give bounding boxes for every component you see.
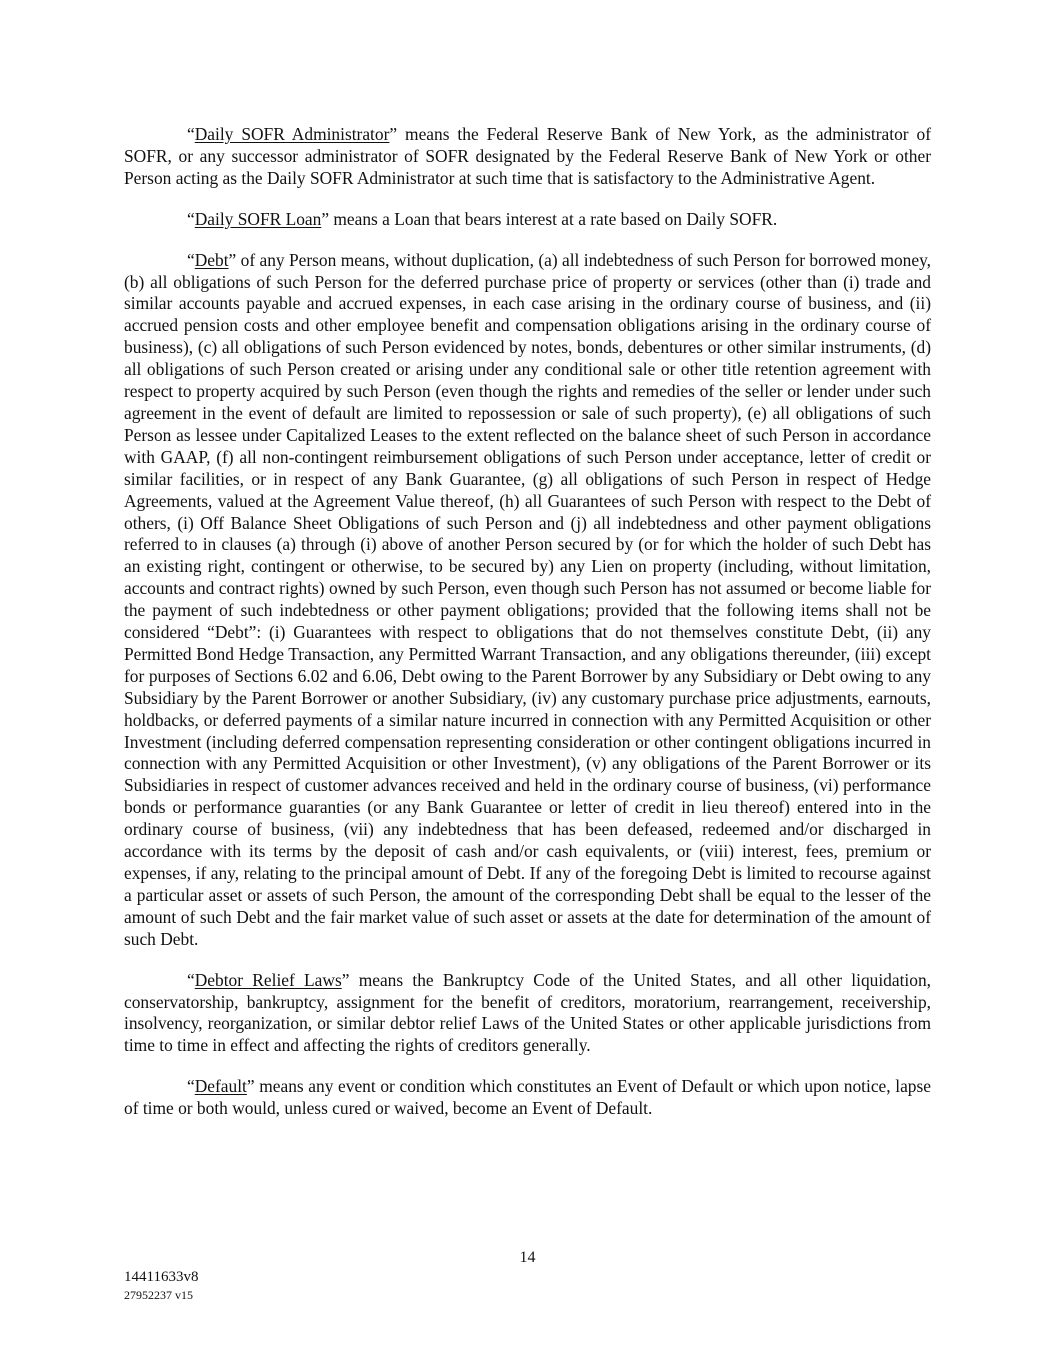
defined-term: Daily SOFR Loan: [194, 208, 322, 229]
definition-debt: [124, 250, 931, 951]
defined-term: Default: [194, 1076, 247, 1097]
definition-daily-sofr-loan: [124, 209, 931, 231]
open-quote: “: [187, 1076, 195, 1097]
definition-text: ” means the Federal Reserve Bank of New York, as the administrator of SOFR, or any successor administrator of SOFR designated by the Federal Reserve Bank of New York or other Person acting as the Daily SOFR Administrator at such time that is satisfactory to the Administrative Agent.: [124, 124, 931, 188]
defined-term: Debtor Relief Laws: [194, 969, 342, 990]
definition-text: ” means any event or condition which constitutes an Event of Default or which upon notice, lapse of time or both would, unless cured or waived, become an Event of Default.: [124, 1076, 931, 1119]
defined-term: Debt: [194, 249, 229, 270]
document-id-primary: 14411633v8: [124, 1269, 199, 1285]
page-number: 14: [519, 1249, 536, 1266]
definition-text: ” of any Person means, without duplication, (a) all indebtedness of such Person for borrowed money, (b) all obligations of such Person for the deferred purchase price of property or services (other than (i) trade and similar accounts payable and accrued expenses, in each case arising in the ordinary course of business, and (ii) accrued pension costs and other employee benefit and compensation obligations arising in the ordinary course of business), (c) all obligations of such Person evidenced by notes, bonds, debentures or other similar instruments, (d) all obligations of such Person created or arising under any conditional sale or other title retention agreement with respect to property acquired by such Person (even though the rights and remedies of the seller or lender under such agreement in the event of default are limited to repossession or sale of such property), (e) all obligations of such Person as lessee under Capitalized Leases to the extent reflected on the balance sheet of such Person in accordance with GAAP, (f) all non-contingent reimbursement obligations of such Person under acceptance, letter of credit or similar facilities, or in respect of any Bank Guarantee, (g) all obligations of such Person in respect of Hedge Agreements, valued at the Agreement Value thereof, (h) all Guarantees of such Person with respect to the Debt of others, (i) Off Balance Sheet Obligations of such Person and (j) all indebtedness and other payment obligations referred to in clauses (a) through (i) above of another Person secured by (or for which the holder of such Debt has an existing right, contingent or otherwise, to be secured by) any Lien on property (including, without limitation, accounts and contract rights) owned by such Person, even though such Person has not assumed or become liable for the payment of such indebtedness or other payment obligations; provided that the following items shall not be considered “Debt”: (i) Guarantees with respect to obligations that do not themselves constitute Debt, (ii) any Permitted Bond Hedge Transaction, any Permitted Warrant Transaction, and any obligations thereunder, (iii) except for purposes of Sections 6.02 and 6.06, Debt owing to the Parent Borrower by any Subsidiary or Debt owing to any Subsidiary by the Parent Borrower or another Subsidiary, (iv) any customary purchase price adjustments, earnouts, holdbacks, or deferred payments of a similar nature incurred in connection with any Permitted Acquisition or other Investment (including deferred compensation representing consideration or other contingent obligations incurred in connection with any Permitted Acquisition or other Investment), (v) any obligations of the Parent Borrower or its Subsidiaries in respect of customer advances received and held in the ordinary course of business, (vi) performance bonds or performance guaranties (or any Bank Guarantee or letter of credit in lieu thereof) entered into in the ordinary course of business, (vii) any indebtedness that has been defeased, redeemed and/or discharged in accordance with its terms by the deposit of cash and/or cash equivalents, or (viii) interest, fees, premium or expenses, if any, relating to the principal amount of Debt. If any of the foregoing Debt is limited to recourse against a particular asset or assets of such Person, the amount of the corresponding Debt shall be equal to the lesser of the amount of such Debt and the fair market value of such asset or assets at the date for determination of the amount of such Debt.: [124, 249, 931, 949]
document-id-secondary: 27952237 v15: [124, 1288, 193, 1302]
definition-default: [124, 1076, 931, 1120]
open-quote: “: [187, 969, 195, 990]
open-quote: “: [187, 124, 195, 144]
open-quote: “: [187, 249, 195, 270]
definition-text: ” means a Loan that bears interest at a rate based on Daily SOFR.: [321, 208, 778, 229]
definitions-section: [124, 124, 931, 1139]
defined-term: Daily SOFR Administrator: [194, 124, 390, 144]
open-quote: “: [187, 208, 195, 229]
definition-text: ” means the Bankruptcy Code of the United States, and all other liquidation, conservatorship, bankruptcy, assignment for the benefit of creditors, moratorium, rearrangement, receivership, insolvency, reorganization, or similar debtor relief Laws of the United States or other applicable jurisdictions from time to time in effect and affecting the rights of creditors generally.: [124, 969, 931, 1056]
definition-daily-sofr-administrator: [124, 124, 931, 190]
definition-debtor-relief-laws: [124, 970, 931, 1058]
